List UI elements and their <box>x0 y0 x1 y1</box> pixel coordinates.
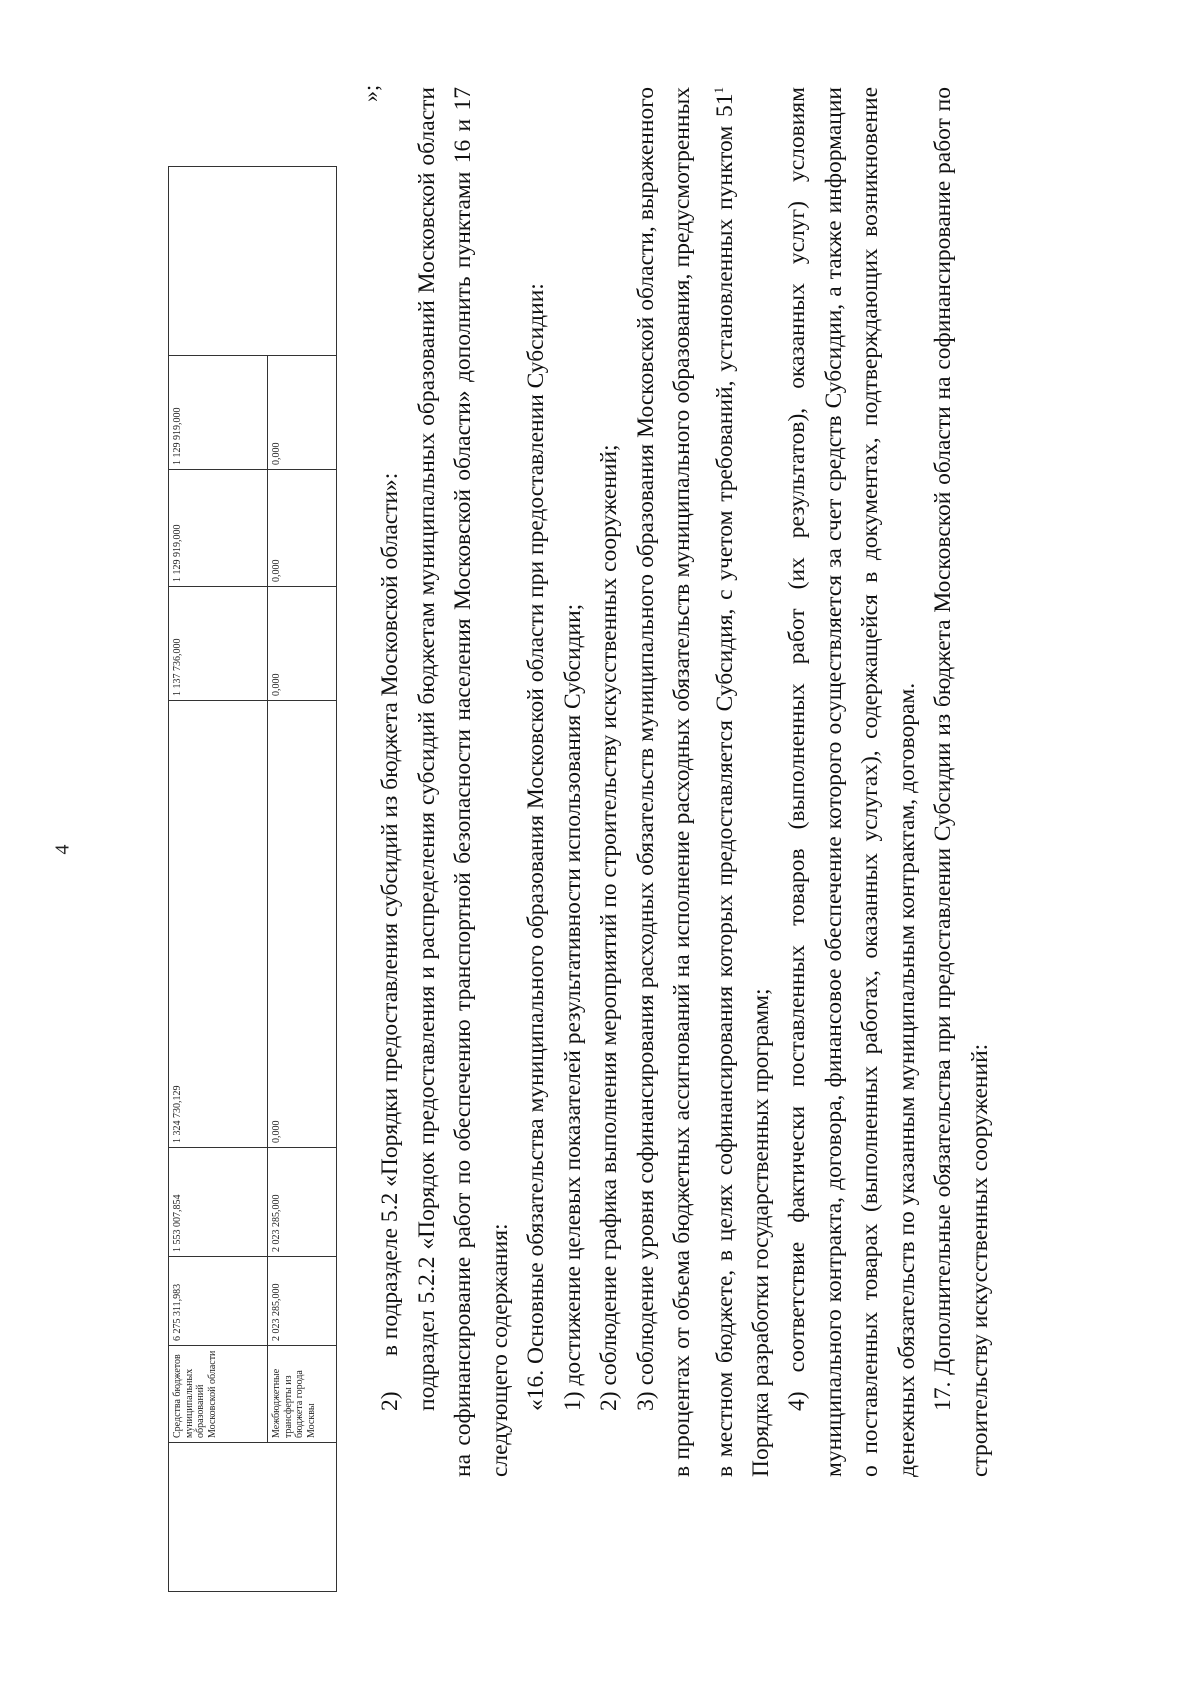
table-cell-value: 6 275 311,983 <box>169 1257 268 1346</box>
table-cell-value: 1 137 736,000 <box>169 587 268 701</box>
table-cell-source: Межбюджетные трансферты из бюджета города Москвы <box>268 1346 337 1443</box>
table-row <box>169 167 268 1592</box>
paragraph: 1) достижение целевых показателей результативности использования Субсидии; <box>559 603 586 1411</box>
paragraph-text: 3) соблюдение уровня софинансирования расходных обязательств муниципального образования Московской области, выраженного в процентах от объема бюджетных ассигнований на исполнение расходных обязательств муниципального образования, предусмотренных в местном бюджете, в целях софинансирования которых предоставляется Субсидия, с учетом требований, установленных пунктом 51 <box>632 87 738 1477</box>
body-text <box>372 87 998 1477</box>
table-cell-value: 0,000 <box>268 587 337 701</box>
paragraph <box>628 87 780 1477</box>
paragraph: 4) соответствие фактически поставленных товаров (выполненных работ (их результатов), оказанных услуг) условиям муниципального контракта, договора, финансовое обеспечение которого осуществляется за счет средств Субсидии, а также информации о поставленных товарах (выполненных работах, оказанных услугах), содержащейся в документах, подтверждающих возникновение денежных обязательств по указанным муниципальным контрактам, договорам. <box>784 87 920 1477</box>
paragraph: 2) в подразделе 5.2 «Порядки предоставления субсидий из бюджета Московской области»: <box>377 472 403 1411</box>
paragraph: 17. Дополнительные обязательства при предоставлении Субсидии из бюджета Московской области на софинансирование работ по строительству искусственных сооружений: <box>930 87 993 1477</box>
financing-table <box>168 166 337 1592</box>
table-cell-value: 2 023 285,000 <box>268 1257 337 1346</box>
closing-quote: »; <box>358 84 383 102</box>
page-number: 4 <box>51 844 74 855</box>
table-cell-value: 1 129 919,000 <box>169 470 268 587</box>
table-cell-blank <box>169 167 337 356</box>
table-cell-value: 1 553 007,854 <box>169 1148 268 1257</box>
paragraph: «16. Основные обязательства муниципального образования Московской области при предоставлении Субсидии: <box>523 283 549 1411</box>
table-cell-value: 0,000 <box>268 356 337 470</box>
table-cell-value: 0,000 <box>268 470 337 587</box>
paragraph-text: Порядка разработки государственных программ; <box>747 988 774 1477</box>
table-cell-value: 0,000 <box>268 701 337 1148</box>
table-cell-value: 1 129 919,000 <box>169 356 268 470</box>
table-cell-source: Средства бюджетов муниципальных образований Московской области <box>169 1346 268 1443</box>
paragraph: 2) соблюдение графика выполнения мероприятий по строительству искусственных сооружений; <box>596 444 622 1411</box>
superscript: 1 <box>710 87 726 94</box>
table-cell-value: 2 023 285,000 <box>268 1148 337 1257</box>
table-cell-value: 1 324 730,129 <box>169 701 268 1148</box>
table-cell-blank <box>169 1443 337 1592</box>
paragraph: подраздел 5.2.2 «Порядок предоставления и распределения субсидий бюджетам муниципальных образований Московской области на софинансирование работ по обеспечению транспортной безопасности населения Московской области» дополнить пунктами 16 и 17 следующего содержания: <box>413 87 513 1477</box>
table-row <box>268 167 337 1592</box>
